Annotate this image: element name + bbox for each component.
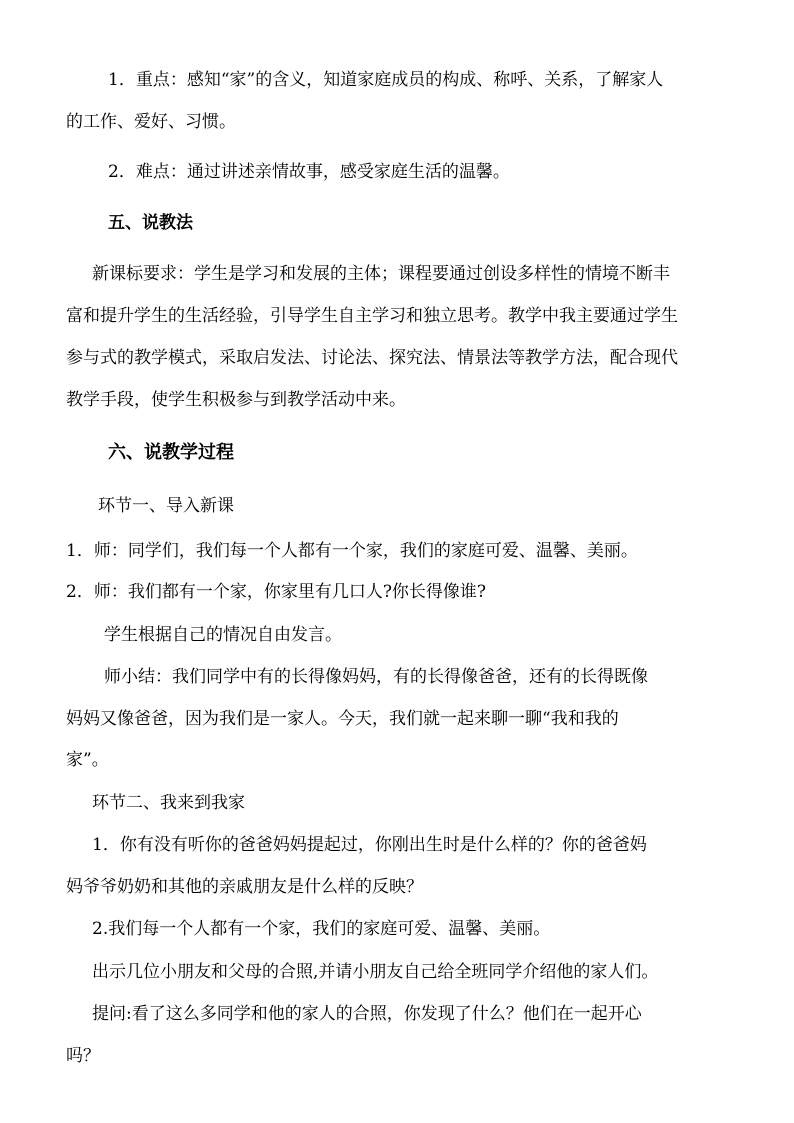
- teacher-summary-line-3: 家”。: [66, 750, 109, 770]
- method-paragraph-line-3: 参与式的教学模式，采取启发法、讨论法、探究法、情景法等教学方法，配合现代: [66, 348, 678, 368]
- teacher-summary-line-1: 师小结：我们同学中有的长得像妈妈，有的长得像爸爸，还有的长得既像: [104, 667, 648, 687]
- stage-two-item-1-line-2: 妈爷爷奶奶和其他的亲戚朋友是什么样的反映？: [66, 877, 423, 897]
- question-line-1: 提问:看了这么多同学和他的家人的合照，你发现了什么？他们在一起开心: [92, 1004, 642, 1024]
- method-paragraph-line-2: 富和提升学生的生活经验，引导学生自主学习和独立思考。教学中我主要通过学生: [66, 306, 678, 326]
- question-line-2: 吗？: [66, 1046, 100, 1066]
- stage-one-item-1: 1．师：同学们，我们每一个人都有一个家，我们的家庭可爱、温馨、美丽。: [66, 541, 638, 561]
- photo-display-line: 出示几位小朋友和父母的合照,并请小朋友自己给全班同学介绍他的家人们。: [92, 962, 659, 982]
- section-heading-teaching-process: 六、说教学过程: [108, 442, 234, 463]
- stage-one-item-2: 2．师：我们都有一个家，你家里有几口人?你长得像谁?: [66, 582, 487, 602]
- stage-two-item-2: 2.我们每一个人都有一个家，我们的家庭可爱、温馨、美丽。: [92, 919, 551, 939]
- section-heading-teaching-method: 五、说教法: [108, 213, 193, 233]
- teacher-summary-line-2: 妈妈又像爸爸，因为我们是一家人。今天，我们就一起来聊一聊“我和我的: [66, 709, 619, 729]
- stage-one-heading: 环节一、导入新课: [98, 496, 234, 516]
- method-paragraph-line-1: 新课标要求：学生是学习和发展的主体；课程要通过创设多样性的情境不断丰: [92, 264, 670, 284]
- stage-two-heading: 环节二、我来到我家: [92, 793, 245, 813]
- focus-point-line-1: 1．重点：感知“家”的含义，知道家庭成员的构成、称呼、关系，了解家人: [108, 70, 664, 90]
- difficulty-point-line: 2．难点：通过讲述亲情故事，感受家庭生活的温馨。: [108, 162, 510, 182]
- focus-point-line-2: 的工作、爱好、习惯。: [66, 112, 236, 132]
- method-paragraph-line-4: 教学手段，使学生积极参与到教学活动中来。: [66, 390, 406, 410]
- stage-two-item-1-line-1: 1．你有没有听你的爸爸妈妈提起过，你刚出生时是什么样的？你的爸爸妈: [92, 835, 647, 855]
- student-response-line: 学生根据自己的情况自由发言。: [104, 625, 342, 645]
